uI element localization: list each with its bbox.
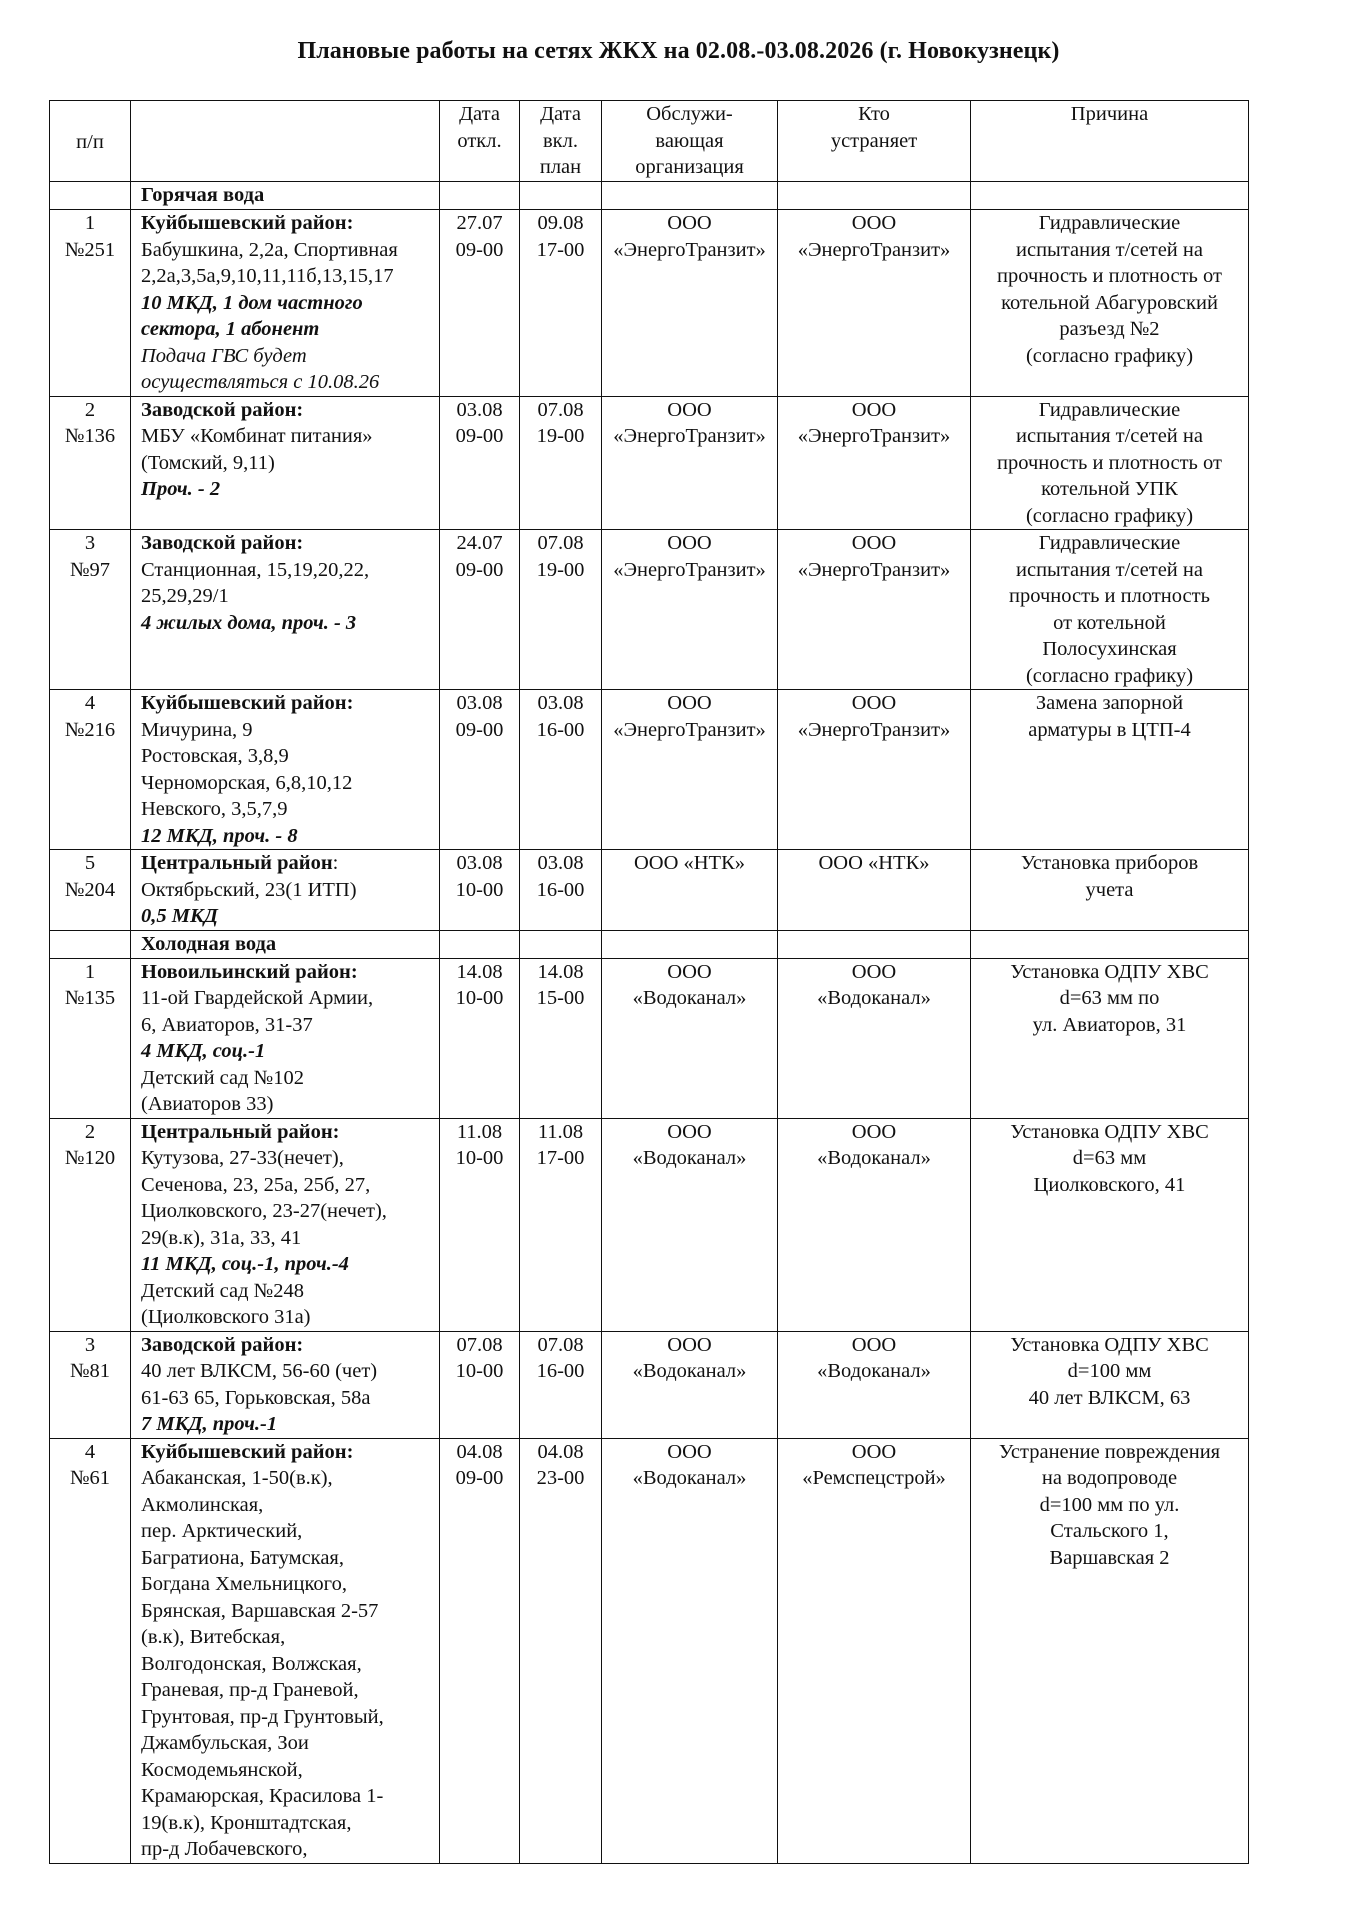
date-off-line: 09-00 [455,1467,504,1489]
reason-line: испытания т/сетей на [1016,558,1203,581]
note-line: Подача ГВС будет [141,344,307,367]
reason-line: котельной Абагуровский [1001,291,1218,314]
reason-line: арматуры в ЦТП-4 [1028,718,1191,741]
row-number: 3 [84,1333,96,1356]
table-row [50,530,1249,690]
date-off-line: 10-00 [455,1360,504,1382]
district-line [141,850,436,877]
header-row [50,101,1249,182]
date-off-line: 03.08 [456,398,503,421]
service-org-line: ООО [667,1333,712,1356]
date-off-cell [440,850,520,931]
date-off-cell [440,1118,520,1331]
who-fixes-cell [778,690,971,850]
date-on-line: 15-00 [536,987,585,1009]
summary-line: Проч. - 2 [141,478,221,500]
reason-cell [971,396,1249,530]
district-name: Куйбышевский район: [141,1440,354,1463]
header-num: п/п [50,101,131,182]
summary-line: сектора, 1 абонент [141,318,320,340]
address-line: Багратиона, Батумская, [141,1546,344,1569]
service-org-line: ООО [667,960,712,983]
reason-line: (согласно графику) [1025,344,1194,367]
reason-line: Стальского 1, [1050,1520,1169,1542]
district-name: Центральный район [141,852,333,874]
district-name: Куйбышевский район: [141,212,354,234]
section-spacer [602,182,778,210]
who-fixes-line: «ЭнергоТранзит» [797,425,951,447]
service-org-line: ООО «НТК» [633,852,746,874]
address-line: Ростовская, 3,8,9 [141,745,289,767]
date-on-line: 23-00 [536,1467,585,1489]
row-id: №81 [69,1360,111,1382]
address-line: 11-ой Гвардейской Армии, [141,987,374,1009]
header-date-off: Дата откл. [440,101,520,182]
address-line: 29(в.к), 31а, 33, 41 [141,1226,302,1249]
service-org-line: ООО [667,212,712,234]
reason-line: 40 лет ВЛКСМ, 63 [1028,1386,1191,1409]
section-row [50,930,1249,958]
extra-line: Детский сад №248 [141,1279,304,1302]
date-on-line: 03.08 [537,692,584,714]
reason-line: Гидравлические [1038,532,1181,554]
district-line [141,959,436,986]
address-cell [131,530,440,690]
reason-line: разъезд №2 [1059,318,1160,340]
reason-line: от котельной [1053,611,1166,634]
date-off-line: 10-00 [455,878,504,901]
page-title: Плановые работы на сетях ЖКХ на 02.08.-03.08.2026 (г. Новокузнецк) [297,38,1060,64]
reason-line: Установка ОДПУ ХВС [1010,960,1209,983]
section-spacer [520,930,602,958]
date-on-line: 16-00 [536,718,585,741]
date-off-line: 09-00 [455,238,504,261]
section-spacer [971,182,1249,210]
address-line: (Томский, 9,11) [141,451,275,474]
date-on-line: 07.08 [537,532,584,554]
service-org-line: «ЭнергоТранзит» [613,425,766,447]
address-line: 40 лет ВЛКСМ, 56-60 (чет) [141,1360,378,1382]
who-fixes-line: ООО «НТК» [818,852,930,874]
date-off-cell [440,530,520,690]
reason-line: Замена запорной [1035,692,1184,714]
reason-cell [971,1118,1249,1331]
section-spacer [440,182,520,210]
date-on-line: 09.08 [537,212,584,234]
service-org-line: «Водоканал» [632,1147,747,1169]
address-line: Мичурина, 9 [141,718,253,741]
extra-line: (Циолковского 31а) [141,1306,311,1328]
date-on-cell [520,690,602,850]
address-cell [131,1438,440,1863]
date-off-cell [440,690,520,850]
header-who-fixes: Кто устраняет [778,101,971,182]
date-off-line: 11.08 [456,1120,503,1143]
reason-line: d=63 мм по [1059,987,1160,1009]
service-org-cell [602,958,778,1118]
row-number: 5 [84,852,96,874]
date-off-line: 10-00 [455,1147,504,1169]
reason-line: d=63 мм [1072,1147,1147,1169]
date-off-line: 14.08 [456,960,503,983]
district-line [141,397,436,424]
service-org-cell [602,1118,778,1331]
district-suffix: : [332,852,339,874]
section-spacer [50,182,131,210]
section-row [50,182,1249,210]
row-number-cell [50,530,131,690]
header-service-org: Обслужи- вающая организация [602,101,778,182]
reason-line: испытания т/сетей на [1016,425,1203,447]
district-name: Куйбышевский район: [141,692,354,714]
service-org-cell [602,530,778,690]
section-spacer [440,930,520,958]
table-row [50,958,1249,1118]
extra-line: Детский сад №102 [141,1066,304,1089]
address-line: 2,2а,3,5а,9,10,11,11б,13,15,17 [141,265,394,287]
district-name: Центральный район: [141,1120,340,1143]
service-org-line: ООО [667,532,712,554]
who-fixes-cell [778,396,971,530]
reason-line: Устранение повреждения [998,1440,1221,1463]
who-fixes-line: «Водоканал» [817,1147,931,1169]
service-org-line: «ЭнергоТранзит» [613,558,766,581]
service-org-cell [602,850,778,931]
district-line [141,690,436,717]
who-fixes-cell [778,1438,971,1863]
address-cell [131,1118,440,1331]
row-id: №135 [64,987,116,1009]
who-fixes-cell [778,850,971,931]
reason-line: (согласно графику) [1025,504,1194,527]
address-line: Станционная, 15,19,20,22, [141,558,370,581]
address-line: Богдана Хмельницкого, [141,1573,347,1595]
address-line: МБУ «Комбинат питания» [141,425,373,447]
service-org-cell [602,690,778,850]
address-line: пер. Арктический, [141,1520,303,1542]
reason-cell [971,690,1249,850]
who-fixes-line: «Ремспецстрой» [802,1467,946,1489]
section-label: Холодная вода [131,930,440,958]
who-fixes-line: ООО [851,1333,897,1356]
service-org-line: «Водоканал» [632,1360,747,1382]
who-fixes-line: ООО [851,398,897,421]
row-number-cell [50,1331,131,1438]
address-line: Брянская, Варшавская 2-57 [141,1599,379,1622]
service-org-line: «ЭнергоТранзит» [613,718,766,741]
summary-line: 12 МКД, проч. - 8 [141,824,298,847]
date-on-line: 16-00 [536,1360,585,1382]
address-line: Акмолинская, [141,1493,264,1516]
date-on-line: 11.08 [537,1120,584,1143]
date-on-line: 14.08 [537,960,584,983]
date-on-line: 04.08 [537,1440,584,1463]
row-number-cell [50,850,131,931]
address-line: Джамбульская, Зои [141,1732,309,1754]
date-off-line: 09-00 [455,425,504,447]
summary-line: 0,5 МКД [141,905,218,927]
table-row [50,850,1249,931]
date-off-line: 24.07 [456,532,503,554]
district-line [141,530,436,557]
table-row [50,210,1249,397]
address-line: (в.к), Витебская, [141,1626,286,1648]
row-number: 4 [84,692,96,714]
address-line: Черноморская, 6,8,10,12 [141,771,353,794]
service-org-cell [602,1331,778,1438]
reason-cell [971,1438,1249,1863]
section-spacer [778,930,971,958]
row-id: №97 [69,558,111,581]
row-id: №136 [64,425,116,447]
section-spacer [520,182,602,210]
district-name: Заводской район: [141,532,304,554]
table-row [50,1438,1249,1863]
reason-line: d=100 мм по ул. [1039,1493,1180,1516]
summary-line: 10 МКД, 1 дом частного [141,291,363,314]
reason-line: Установка ОДПУ ХВС [1010,1333,1209,1356]
district-line [141,1119,436,1146]
header-address [131,101,440,182]
district-line [141,1439,436,1466]
reason-cell [971,530,1249,690]
section-spacer [602,930,778,958]
schedule-body [50,182,1249,1864]
date-on-line: 19-00 [536,558,585,581]
reason-line: Гидравлические [1038,212,1181,234]
address-line: 19(в.к), Кронштадтская, [141,1811,352,1834]
address-cell [131,1331,440,1438]
date-off-line: 09-00 [455,558,504,581]
row-number-cell [50,690,131,850]
date-on-line: 17-00 [536,1147,585,1169]
service-org-line: ООО [667,692,712,714]
reason-line: ул. Авиаторов, 31 [1032,1013,1187,1036]
date-on-line: 07.08 [537,1333,584,1356]
row-id: №251 [64,238,116,261]
date-on-cell [520,1331,602,1438]
who-fixes-cell [778,530,971,690]
who-fixes-line: «ЭнергоТранзит» [797,238,951,261]
address-line: Граневая, пр-д Граневой, [141,1679,359,1701]
row-number-cell [50,396,131,530]
district-line [141,210,436,237]
row-number-cell [50,1438,131,1863]
district-line [141,1332,436,1359]
row-id: №204 [64,878,116,901]
date-on-line: 17-00 [536,238,585,261]
address-line: Космодемьянской, [141,1758,303,1781]
date-off-cell [440,1438,520,1863]
summary-line: 11 МКД, соц.-1, проч.-4 [141,1253,349,1275]
date-on-cell [520,210,602,397]
row-number: 3 [84,532,96,554]
address-line: Кутузова, 27-33(нечет), [141,1147,344,1169]
summary-line: 7 МКД, проч.-1 [141,1413,278,1435]
table-row [50,1331,1249,1438]
service-org-line: ООО [667,1120,712,1143]
service-org-line: «ЭнергоТранзит» [613,238,766,261]
who-fixes-line: «ЭнергоТранзит» [797,558,951,581]
table-row [50,1118,1249,1331]
address-line: 6, Авиаторов, 31-37 [141,1013,313,1036]
who-fixes-line: ООО [851,532,897,554]
reason-line: d=100 мм [1067,1360,1152,1382]
who-fixes-line: ООО [851,1120,897,1143]
service-org-line: ООО [667,398,712,421]
row-number-cell [50,958,131,1118]
date-on-line: 03.08 [537,852,584,874]
address-line: Абаканская, 1-50(в.к), [141,1467,333,1489]
who-fixes-line: «Водоканал» [817,1360,931,1382]
who-fixes-line: ООО [851,960,897,983]
reason-cell [971,850,1249,931]
reason-line: прочность и плотность от [997,451,1222,474]
date-off-cell [440,210,520,397]
district-name: Заводской район: [141,398,304,421]
service-org-cell [602,396,778,530]
reason-line: Варшавская 2 [1049,1546,1170,1569]
reason-line: Полосухинская [1042,638,1177,660]
row-number: 4 [84,1440,96,1463]
address-line: Циолковского, 23-27(нечет), [141,1200,387,1222]
address-line: Крамаюрская, Красилова 1- [141,1785,384,1807]
header-date-on: Дата вкл. план [520,101,602,182]
schedule-table [49,100,1249,1864]
date-off-line: 07.08 [456,1333,503,1356]
who-fixes-cell [778,1118,971,1331]
who-fixes-line: ООО [851,692,897,714]
district-name: Заводской район: [141,1333,304,1356]
address-line: Невского, 3,5,7,9 [141,798,288,820]
who-fixes-line: ООО [851,1440,897,1463]
who-fixes-line: ООО [851,212,897,234]
who-fixes-cell [778,210,971,397]
service-org-cell [602,210,778,397]
reason-line: на водопроводе [1041,1467,1178,1489]
reason-cell [971,1331,1249,1438]
date-off-line: 09-00 [455,718,504,741]
address-line: Грунтовая, пр-д Грунтовый, [141,1705,384,1728]
reason-line: Гидравлические [1038,398,1181,421]
date-off-line: 04.08 [456,1440,503,1463]
reason-line: прочность и плотность [1009,585,1210,607]
date-off-line: 03.08 [456,692,503,714]
row-id: №61 [69,1467,111,1489]
row-number-cell [50,210,131,397]
who-fixes-cell [778,1331,971,1438]
address-line: Бабушкина, 2,2а, Спортивная [141,238,398,261]
note-line: осуществляться с 10.08.26 [141,371,380,393]
summary-line: 4 жилых дома, проч. - 3 [141,611,357,634]
address-line: пр-д Лобачевского, [141,1838,308,1860]
section-spacer [778,182,971,210]
address-line: 61-63 65, Горьковская, 58а [141,1386,371,1409]
date-on-cell [520,1438,602,1863]
who-fixes-line: «ЭнергоТранзит» [797,718,951,741]
date-on-cell [520,1118,602,1331]
table-row [50,690,1249,850]
row-number: 2 [84,398,96,421]
reason-line: Циолковского, 41 [1033,1173,1186,1196]
row-number: 1 [84,960,96,983]
who-fixes-cell [778,958,971,1118]
row-number-cell [50,1118,131,1331]
date-off-cell [440,958,520,1118]
row-id: №120 [64,1147,116,1169]
reason-line: (согласно графику) [1025,664,1194,687]
who-fixes-line: «Водоканал» [817,987,931,1009]
section-spacer [50,930,131,958]
district-name: Новоильинский район: [141,960,358,983]
address-line: 25,29,29/1 [141,585,229,607]
row-number: 2 [84,1120,96,1143]
date-off-cell [440,1331,520,1438]
date-on-cell [520,530,602,690]
table-row [50,396,1249,530]
address-cell [131,850,440,931]
address-line: Октябрьский, 23(1 ИТП) [141,878,357,901]
reason-line: учета [1085,878,1134,901]
section-label: Горячая вода [131,182,440,210]
reason-line: прочность и плотность от [997,265,1222,287]
address-cell [131,210,440,397]
date-off-line: 03.08 [456,852,503,874]
date-on-line: 19-00 [536,425,585,447]
reason-line: испытания т/сетей на [1016,238,1203,261]
date-off-cell [440,396,520,530]
section-spacer [971,930,1249,958]
address-cell [131,396,440,530]
reason-line: котельной УПК [1041,478,1178,500]
date-on-line: 16-00 [536,878,585,901]
date-on-cell [520,396,602,530]
date-on-line: 07.08 [537,398,584,421]
date-off-line: 27.07 [456,212,503,234]
address-cell [131,690,440,850]
service-org-line: «Водоканал» [632,1467,747,1489]
row-id: №216 [64,718,116,741]
service-org-line: ООО [667,1440,712,1463]
reason-line: Установка приборов [1020,852,1199,874]
address-line: Сеченова, 23, 25а, 25б, 27, [141,1173,371,1196]
date-on-cell [520,850,602,931]
reason-cell [971,958,1249,1118]
extra-line: (Авиаторов 33) [141,1093,274,1115]
reason-cell [971,210,1249,397]
summary-line: 4 МКД, соц.-1 [141,1040,266,1062]
row-number: 1 [84,212,96,234]
service-org-cell [602,1438,778,1863]
service-org-line: «Водоканал» [632,987,747,1009]
address-cell [131,958,440,1118]
header-reason: Причина [971,101,1249,182]
date-on-cell [520,958,602,1118]
date-off-line: 10-00 [455,987,504,1009]
reason-line: Установка ОДПУ ХВС [1010,1120,1209,1143]
address-line: Волгодонская, Волжская, [141,1652,362,1675]
